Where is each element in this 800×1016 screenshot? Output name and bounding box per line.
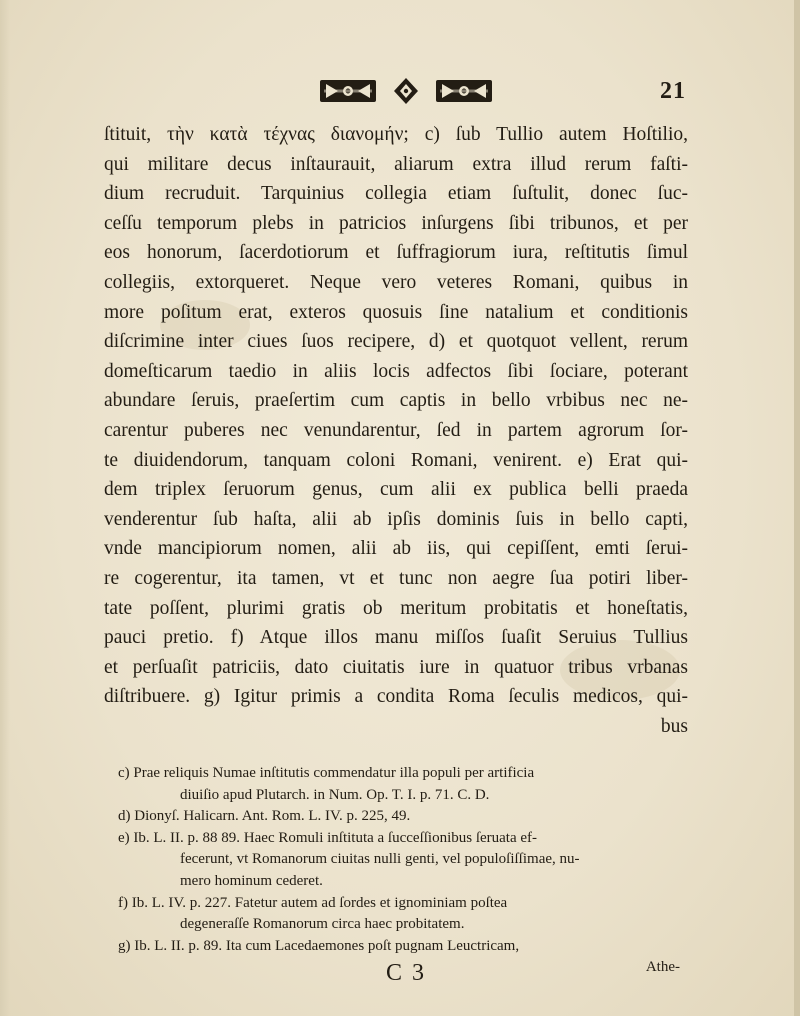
footnote-line: d) Dionyſ. Halicarn. Ant. Rom. L. IV. p. 225, 49. (118, 808, 411, 825)
catchword: bus (660, 715, 688, 737)
main-text (104, 120, 688, 741)
page-number: 21 (660, 78, 686, 104)
text-line: et perſuaſit patriciis, dato ciuitatis iure in quatuor tribus vrbanas (104, 656, 688, 678)
text-line: venderentur ſub haſta, alii ab ipſis dominis ſuis in bello capti, (104, 508, 688, 530)
text-line: collegiis, extorqueret. Neque vero veteres Romani, quibus in (104, 271, 688, 293)
footnote-line: degeneraſſe Romanorum circa haec probitatem. (180, 916, 465, 933)
footnotes (118, 763, 680, 979)
text-line: abundare ſeruis, praeſertim cum captis in bello vrbibus nec ne- (104, 390, 688, 412)
text-line: diſcrimine inter ciues ſuos recipere, d) et quotquot vellent, rerum (104, 331, 688, 353)
text-line: re cogerentur, ita tamen, vt et tunc non aegre ſua potiri liber- (104, 567, 688, 589)
text-line: vnde mancipiorum nomen, alii ab iis, qui cepiſſent, emti ſerui- (104, 538, 688, 560)
text-line: qui militare decus inſtaurauit, aliarum extra illud rerum faſti- (104, 153, 688, 175)
footnote-line: f) Ib. L. IV. p. 227. Fatetur autem ad ſordes et ignominiam poſtea (118, 894, 508, 911)
footnote-catchword: Athe- (645, 959, 680, 976)
text-line: ſtituit, τὴν κατὰ τέχνας διανομήν; c) ſub Tullio autem Hoſtilio, (104, 124, 688, 145)
footnote-line: fecerunt, vt Romanorum ciuitas nulli genti, vel populoſiſſimae, nu- (180, 851, 580, 868)
signature-mark: C 3 (386, 960, 427, 986)
text-line: carentur puberes nec venundarentur, ſed in partem agrorum ſor- (104, 419, 688, 441)
text-line: tate poſſent, plurimi gratis ob meritum probitatis et honeſtatis, (104, 597, 688, 619)
text-line: ceſſu temporum plebs in patricios inſurgens ſibi tribunos, et per (104, 212, 688, 234)
footnote-line: mero hominum cederet. (180, 872, 323, 889)
text-line: diſtribuere. g) Igitur primis a condita Roma ſeculis medicos, qui- (104, 686, 688, 708)
text-line: te diuidendorum, tanquam coloni Romani, venirent. e) Erat qui- (104, 449, 688, 471)
text-line: dem triplex ſeruorum genus, cum alii ex publica belli praeda (104, 479, 688, 501)
text-line: dium recruduit. Tarquinius collegia etiam ſuſtulit, donec ſuc- (104, 183, 688, 205)
text-line: eos honorum, ſacerdotiorum et ſuffragiorum iura, reſtitutis ſimul (104, 242, 688, 264)
text-line: pauci pretio. f) Atque illos manu miſſos ſuaſit Seruius Tullius (104, 627, 688, 649)
page-gutter-shadow (0, 0, 10, 1016)
text-line: domeſticarum taedio in aliis locis adfectos ſibi ſociare, poterant (104, 360, 688, 382)
footnote-line: e) Ib. L. II. p. 88 89. Haec Romuli inſtituta a ſucceſſionibus ſeruata ef- (118, 829, 538, 846)
page-edge (794, 0, 800, 1016)
footnote-line: c) Prae reliquis Numae inſtitutis commendatur illa populi per artificia (118, 765, 535, 781)
footnote-line: diuiſio apud Plutarch. in Num. Op. T. I. p. 71. C. D. (180, 786, 490, 803)
footnote-line: g) Ib. L. II. p. 89. Ita cum Lacedaemones poſt pugnam Leuctricam, (118, 937, 520, 954)
text-line: more poſitum erat, exteros quosuis ſine natalium et conditionis (104, 301, 688, 323)
printers-ornament-icon (318, 76, 494, 106)
